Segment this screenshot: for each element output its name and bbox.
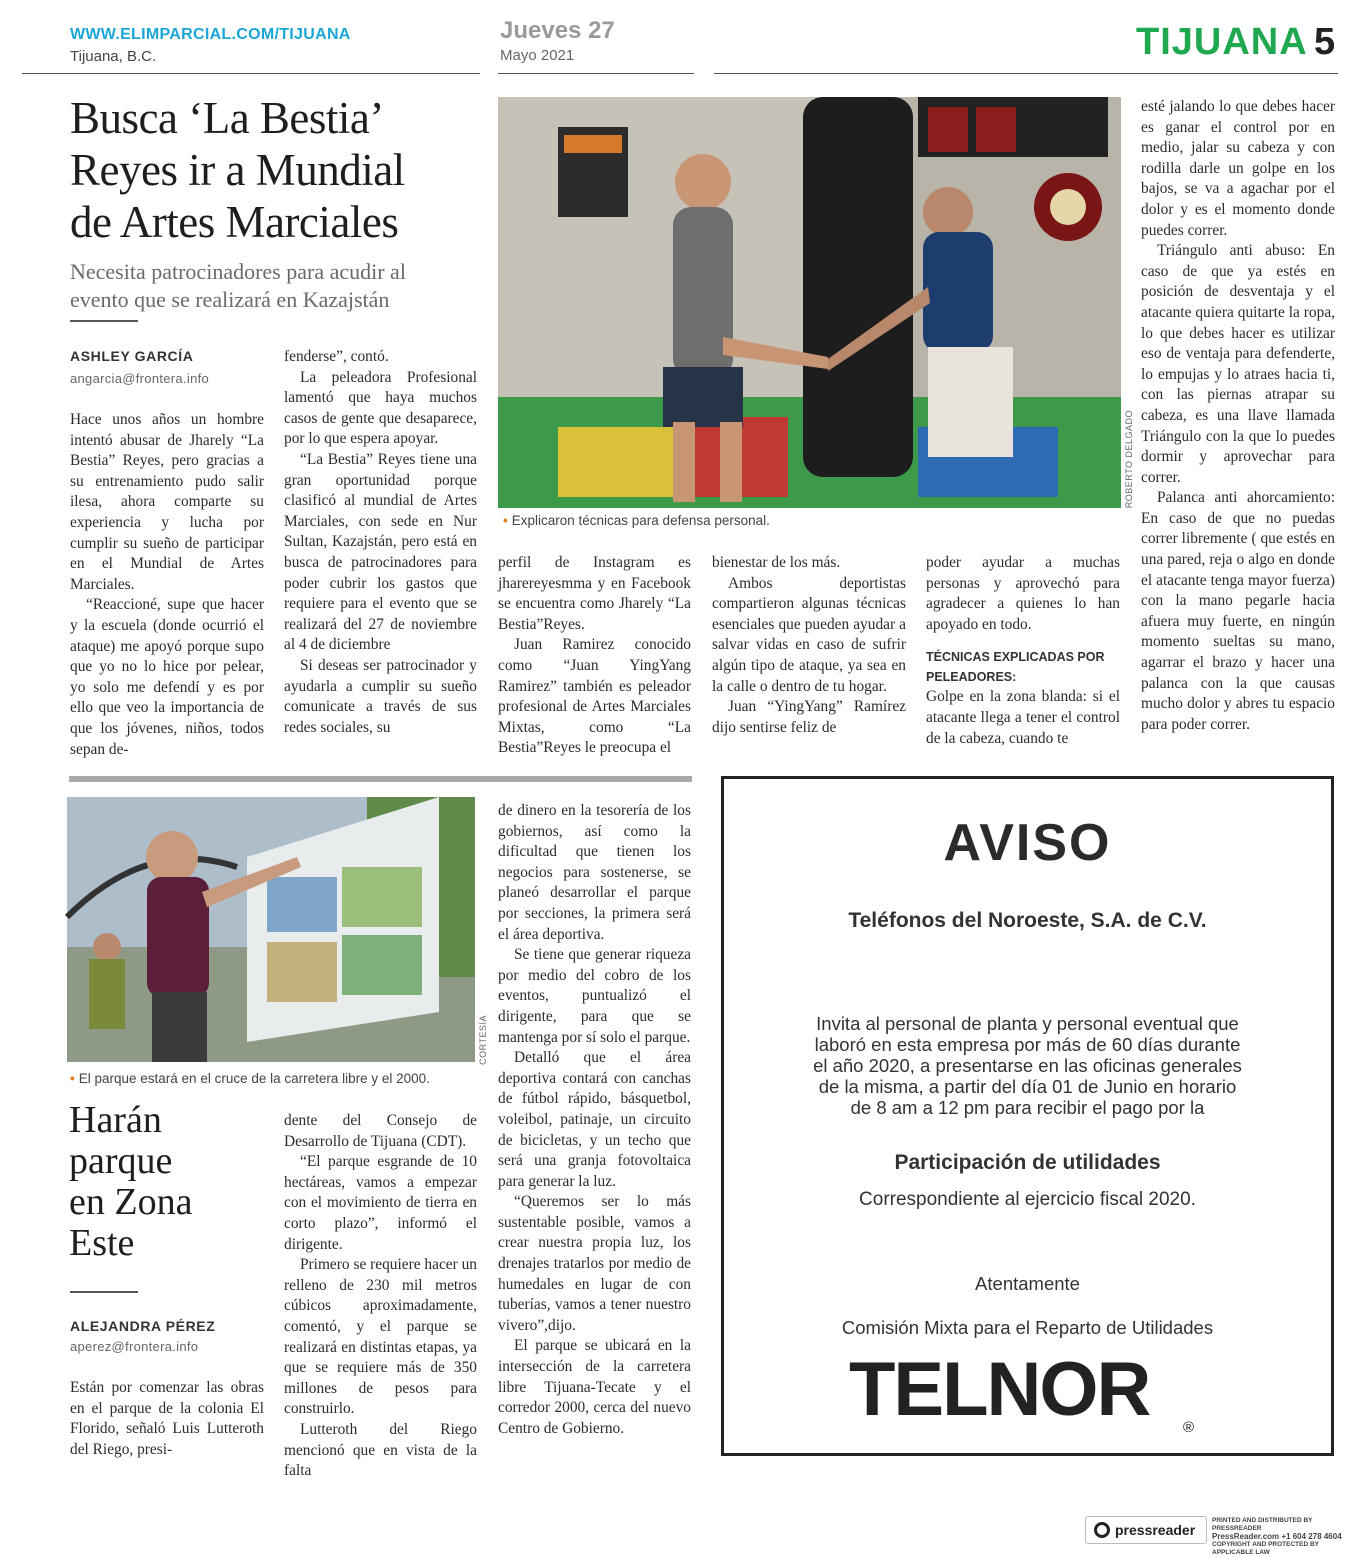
pressreader-logo-icon [1094,1522,1110,1538]
paragraph: “El parque esgrande de 10 hectáreas, vamos a empezar con el movimiento de tierra en corto plazo”, informó el dirigente. [284,1153,477,1253]
notice-line: COPYRIGHT AND PROTECTED BY APPLICABLE LAW [1212,1541,1319,1556]
caption-text: El parque estará en el cruce de la carretera libre y el 2000. [78,1071,430,1086]
paragraph: “La Bestia” Reyes tiene una gran oportunidad porque clasificó al mundial de Artes Marciales, con sede en Nur Sultan, Kazajstán, pero está en busca de patrocinadores para poder cubrir los gastos que requiere para el evento que se realizará del 27 de noviembre al 4 de diciembre [284,450,477,654]
pressreader-notice [1212,1517,1361,1557]
aviso-signature: Comisión Mixta para el Reparto de Utilidades [841,1317,1214,1338]
paragraph: Golpe en la zona blanda: si el atacante llega a tener el control de la cabeza, cuando te [926,688,1120,747]
paragraph: Se tiene que generar riqueza por medio del cobro de los eventos, puntualizó el dirigente, para que se mantenga por sí solo el parque. [498,946,691,1046]
paragraph: perfil de Instagram es jharereyesmma y en Facebook se encuentra como Jharely “La Bestia”Reyes. [498,554,691,633]
site-url[interactable]: WWW.ELIMPARCIAL.COM/TIJUANA [70,26,351,43]
article1-photo-credit: ROBERTO DELGADO [1124,410,1134,509]
aviso-body-line: el año 2020, a presentarse en las oficinas generales [813,1055,1242,1076]
article1-col6 [1141,97,1335,735]
telnor-registered-mark: ® [1183,1419,1195,1436]
notice-line: PRINTED AND DISTRIBUTED BY PRESSREADER [1212,1517,1313,1532]
aviso-fiscal: Correspondiente al ejercicio fiscal 2020. [859,1189,1196,1210]
subhead-line: evento que se realizará en Kazajstán [70,287,390,312]
headline-line: en Zona [69,1181,193,1223]
paragraph: Triángulo anti abuso: En caso de que ya estés en posición de desventaja y el atacante quiera quitarte la ropa, lo que debes hacer es utilizar eso de ventaja para defenderte, lo empujas y lo atraes hacia ti, con las piernas atrapar su cabeza, es una llave llamada Triángulo con la que lo puedes dormir y aprovechar para correr. [1141,242,1335,486]
article2-photo-credit: CORTESÍA [478,1015,488,1065]
article1-photo [498,97,1121,508]
article2-headline [69,1100,269,1264]
article1-col5 [926,553,1120,749]
article2-author: ALEJANDRA PÉREZ [70,1318,216,1334]
paragraph: bienestar de los más. [712,554,841,571]
headline-line: Harán [69,1099,162,1141]
bullet-icon: • [70,1071,75,1086]
paragraph: Ambos deportistas compartieron algunas técnicas esenciales que pueden ayudar a salvar vidas en caso de sufrir algún tipo de ataque, ya sea en la calle o dentro de tu hogar. [712,574,906,695]
paragraph: “Queremos ser lo más sustentable posible, vamos a crear nuestra propia luz, los drenajes tratarlos por medio de humedales en lugar de con tuberías, vamos a tener nuestro vivero”,dijo. [498,1193,691,1334]
paragraph: El parque se ubicará en la intersección de la carretera libre Tijuana-Tecate y el corredor 2000, cerca del nuevo Centro de Gobierno. [498,1337,691,1437]
article2-col3 [498,801,691,1439]
paragraph: Si deseas ser patrocinador y ayudarla a cumplir su sueño comunicate a través de sus redes sociales, su [284,656,477,736]
aviso-title: AVISO [943,814,1112,872]
section-divider [69,776,692,782]
article1-author: ASHLEY GARCÍA [70,348,194,364]
paragraph: Juan Ramirez conocido como “Juan YingYang Ramirez” también es peleador profesional de Artes Marciales Mixtas, como “La Bestia”Reyes le preocupa el [498,636,691,757]
aviso-body [724,1013,1331,1118]
subhead-line: Necesita patrocinadores para acudir al [70,259,406,284]
aviso-advertisement [721,776,1334,1456]
aviso-closing: Atentamente [975,1273,1080,1294]
training-photo-illustration [498,97,1121,508]
aviso-body-line: de 8 am a 12 pm para recibir el pago por la [850,1097,1205,1118]
paragraph: Palanca anti ahorcamiento: En caso de que no puedas correr libremente ( que estés en una pared, reja o algo en donde el atacante tenga mayor fuerza) con la mano pegarle hacia afuera muy fuerte, en ningún momento sueltas su mano, agarrar el brazo y hacer una palanca con la que causas mucho dolor y abres tu espacio para poder correr. [1141,489,1335,733]
article2-photo-caption [70,1071,430,1086]
paragraph: esté jalando lo que debes hacer es ganar el control por en medio, jalar su cabeza y con rodilla darle un golpe en los bajos, se va a agachar por el dolor y es el momento donde puedes correr. [1141,98,1335,239]
headline-rule [70,1291,138,1293]
section-title: TIJUANA [1136,21,1308,63]
paragraph: dente del Consejo de Desarrollo de Tijuana (CDT). [284,1112,477,1150]
paragraph: “Reaccioné, supe que hacer y la escuela (donde ocurrió el ataque) me apoyó porque supo que yo no lo hice por pelear, yo solo me defendí y es por ello que veo la importancia de que los jóvenes, niños, todos sepan de- [70,596,264,758]
article2-col2 [284,1111,477,1482]
article1-col4 [712,553,906,738]
headline-line: parque [69,1140,173,1182]
pressreader-badge[interactable] [1085,1516,1207,1544]
article2-email[interactable]: aperez@frontera.info [70,1339,199,1354]
paragraph: fenderse”, contó. [284,348,389,365]
article1-col3 [498,553,691,759]
aviso-subject: Participación de utilidades [894,1151,1161,1174]
paragraph: Hace unos años un hombre intentó abusar de Jharely “La Bestia” Reyes, pero gracias a su entrenamiento pudo salir ilesa, ahora comparte su experiencia y lucha por cumplir su sueño de participar en el Mundial de Artes Marciales. [70,411,264,593]
article2-photo [67,797,475,1062]
paragraph: de dinero en la tesorería de los gobiernos, así como la dificultad que tienen los negocios para sostenerse, se planeó desarrollar el parque por secciones, la primera será el área deportiva. [498,802,691,943]
article1-subhead [70,258,490,314]
location-label: Tijuana, B.C. [70,48,157,65]
header-rule-mid [498,73,694,74]
article2-col1 [70,1378,264,1460]
paragraph: Están por comenzar las obras en el parque de la colonia El Florido, señaló Luis Lutteroth del Riego, presi- [70,1379,264,1458]
aviso-body-line: Invita al personal de planta y personal eventual que [816,1013,1239,1034]
paragraph: La peleadora Profesional lamentó que haya muchos casos de gente que desaparece, por lo que espera apoyar. [284,368,477,448]
paragraph: Lutteroth del Riego mencionó que en vista de la falta [284,1420,477,1480]
article1-photo-caption [503,513,770,528]
paragraph: Juan “YingYang” Ramírez dijo sentirse feliz de [712,698,906,736]
pressreader-brand: pressreader [1115,1522,1196,1538]
article1-col1 [70,410,264,760]
article1-headline [70,92,490,248]
headline-line: Reyes ir a Mundial [70,145,405,195]
techniques-heading: TÉCNICAS EXPLICADAS POR PELEADORES: [926,650,1105,685]
headline-line: Este [69,1222,135,1264]
park-photo-illustration [67,797,475,1062]
aviso-body-line: de la misma, a partir del día 01 de Junio en horario [818,1076,1237,1097]
headline-line: de Artes Marciales [70,197,399,247]
subhead-rule [70,320,138,322]
issue-day: Jueves 27 [500,17,615,44]
article1-email[interactable]: angarcia@frontera.info [70,371,210,386]
header-rule-left [22,73,480,74]
aviso-body-line: laboró en esta empresa por más de 60 días durante [814,1034,1241,1055]
headline-line: Busca ‘La Bestia’ [70,93,384,143]
article1-col2 [284,347,477,738]
caption-text: Explicaron técnicas para defensa personal. [511,513,770,528]
paragraph: Detalló que el área deportiva contará con canchas de fútbol rápido, básquetbol, voleibol, patinaje, un circuito de bicicletas, y un techo que será una granja fotovoltaica para generar la luz. [498,1049,691,1190]
header-rule-right [714,73,1338,74]
issue-date: Mayo 2021 [500,47,575,64]
page-number: 5 [1314,21,1336,63]
telnor-logo: TELNOR [849,1347,1150,1432]
paragraph: Primero se requiere hacer un relleno de 230 mil metros cúbicos aproximadamente, comentó, y el parque se realizará en distintas etapas, ya que se requiere más de 350 millones de pesos para construirlo. [284,1256,477,1418]
notice-line: PressReader.com +1 604 278 4604 [1212,1532,1342,1541]
paragraph: poder ayudar a muchas personas y aprovechó para agradecer a quienes lo han apoyado en todo. [926,554,1120,633]
aviso-company: Teléfonos del Noroeste, S.A. de C.V. [848,909,1207,932]
bullet-icon: • [503,513,508,528]
